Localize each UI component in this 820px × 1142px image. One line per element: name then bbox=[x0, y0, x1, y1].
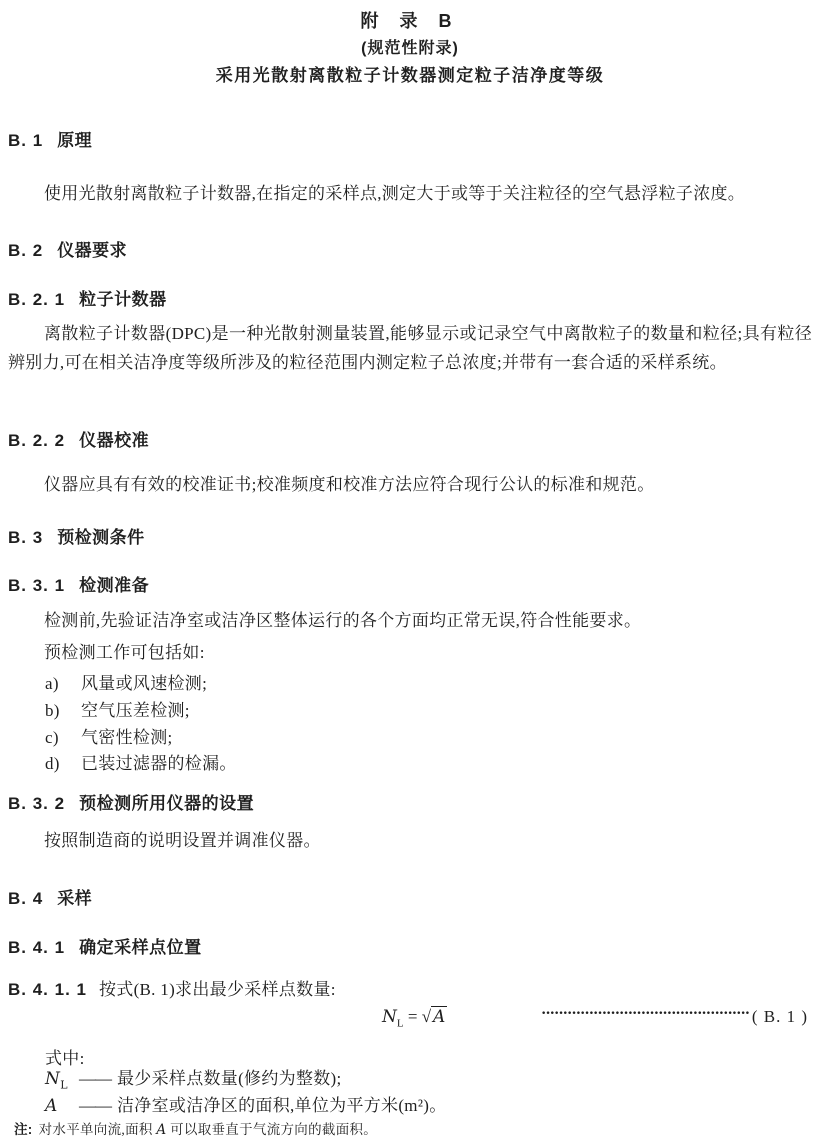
dotted-leader: ················································ bbox=[541, 1005, 750, 1022]
list-item-text: 气密性检测; bbox=[81, 728, 173, 747]
clause-number: B. 3. 1 bbox=[8, 576, 66, 595]
section-heading-b3 bbox=[8, 528, 812, 548]
appendix-heading: 采用光散射离散粒子计数器测定粒子洁净度等级 bbox=[215, 66, 605, 85]
list-item-label: c) bbox=[45, 728, 59, 747]
term-description: 最少采样点数量(修约为整数); bbox=[117, 1069, 342, 1088]
appendix-subtitle: (规范性附录) bbox=[361, 40, 459, 57]
section-heading-b31 bbox=[8, 576, 812, 596]
clause-title: 预检测条件 bbox=[57, 528, 145, 547]
appendix-title: 附 录 B bbox=[360, 11, 460, 31]
equals-sign: = bbox=[403, 1007, 422, 1026]
term-description: 洁净室或洁净区的面积,单位为平方米(m²)。 bbox=[117, 1096, 447, 1115]
clause-number: B. 1 bbox=[8, 131, 44, 150]
note-text-post: 可以取垂直于气流方向的截面积。 bbox=[166, 1122, 378, 1137]
clause-number: B. 3. 2 bbox=[8, 794, 66, 813]
paragraph-b22: 仪器应具有有效的校准证书;校准频度和校准方法应符合现行公认的标准和规范。 bbox=[44, 475, 655, 494]
formula-radicand: A bbox=[433, 1007, 446, 1027]
clause-title: 采样 bbox=[57, 889, 93, 908]
note-text-pre: 对水平单向流,面积 bbox=[38, 1122, 157, 1137]
section-heading-b2 bbox=[8, 241, 812, 261]
equation-number: ( B. 1 ) bbox=[751, 1007, 808, 1026]
list-item-label: a) bbox=[45, 674, 59, 693]
section-heading-b32 bbox=[8, 794, 812, 814]
clause-title: 检测准备 bbox=[79, 576, 150, 595]
section-heading-b41 bbox=[8, 938, 812, 958]
list-item-text: 已装过滤器的检漏。 bbox=[81, 754, 237, 773]
paragraph-b1: 使用光散射离散粒子计数器,在指定的采样点,测定大于或等于关注粒径的空气悬浮粒子浓度。 bbox=[44, 184, 746, 203]
paragraph-b32: 按照制造商的说明设置并调准仪器。 bbox=[44, 831, 321, 850]
list-item-text: 风量或风速检测; bbox=[81, 674, 208, 693]
term-symbol: $N_L$ bbox=[45, 1069, 68, 1092]
clause-number: B. 2. 2 bbox=[8, 431, 66, 450]
where-label: 式中: bbox=[45, 1049, 85, 1068]
clause-number: B. 4. 1 bbox=[8, 938, 66, 957]
formula-variable: N bbox=[382, 1007, 397, 1027]
list-item-b bbox=[8, 701, 812, 721]
note bbox=[14, 1121, 812, 1139]
where-term-nl bbox=[8, 1068, 812, 1096]
clause-title: 原理 bbox=[57, 131, 93, 150]
where-term-a bbox=[8, 1095, 812, 1123]
clause-title: 粒子计数器 bbox=[79, 290, 167, 309]
term-dash: —— bbox=[79, 1069, 111, 1088]
clause-text: 按式(B. 1)求出最少采样点数量: bbox=[98, 980, 336, 999]
section-heading-b4 bbox=[8, 889, 812, 909]
clause-number: B. 2. 1 bbox=[8, 290, 66, 309]
clause-title: 仪器要求 bbox=[57, 241, 128, 260]
term-dash: —— bbox=[79, 1096, 111, 1115]
list-item-a bbox=[8, 674, 812, 694]
list-item-d bbox=[8, 754, 812, 774]
clause-title: 预检测所用仪器的设置 bbox=[79, 794, 255, 813]
list-item-label: b) bbox=[45, 701, 60, 720]
clause-title: 仪器校准 bbox=[79, 431, 150, 450]
clause-number: B. 3 bbox=[8, 528, 44, 547]
list-item-label: d) bbox=[45, 754, 60, 773]
term-symbol: A bbox=[45, 1096, 58, 1116]
radical-sign: √ bbox=[421, 1007, 432, 1026]
formula-b1 bbox=[8, 1007, 812, 1029]
paragraph-b31-2: 预检测工作可包括如: bbox=[44, 643, 205, 662]
note-variable: A bbox=[156, 1122, 167, 1138]
paragraph-b31-1: 检测前,先验证洁净室或洁净区整体运行的各个方面均正常无误,符合性能要求。 bbox=[44, 611, 642, 630]
section-heading-b22 bbox=[8, 431, 812, 451]
clause-number: B. 4 bbox=[8, 889, 44, 908]
paragraph-b21: 离散粒子计数器(DPC)是一种光散射测量装置,能够显示或记录空气中离散粒子的数量和粒径;具有粒径辨别力,可在相关洁净度等级所涉及的粒径范围内测定粒子总浓度;并带有一套合适的采样系统。 bbox=[8, 324, 812, 372]
list-item-text: 空气压差检测; bbox=[81, 701, 190, 720]
note-label: 注: bbox=[14, 1122, 33, 1137]
list-item-c bbox=[8, 728, 812, 748]
clause-number: B. 4. 1. 1 bbox=[8, 980, 87, 999]
clause-b411 bbox=[8, 980, 812, 1000]
formula-expression bbox=[382, 1007, 447, 1029]
clause-title: 确定采样点位置 bbox=[79, 938, 202, 957]
section-heading-b1 bbox=[8, 131, 812, 151]
clause-number: B. 2 bbox=[8, 241, 44, 260]
formula-subscript: L bbox=[396, 1017, 404, 1030]
section-heading-b21 bbox=[8, 290, 812, 310]
